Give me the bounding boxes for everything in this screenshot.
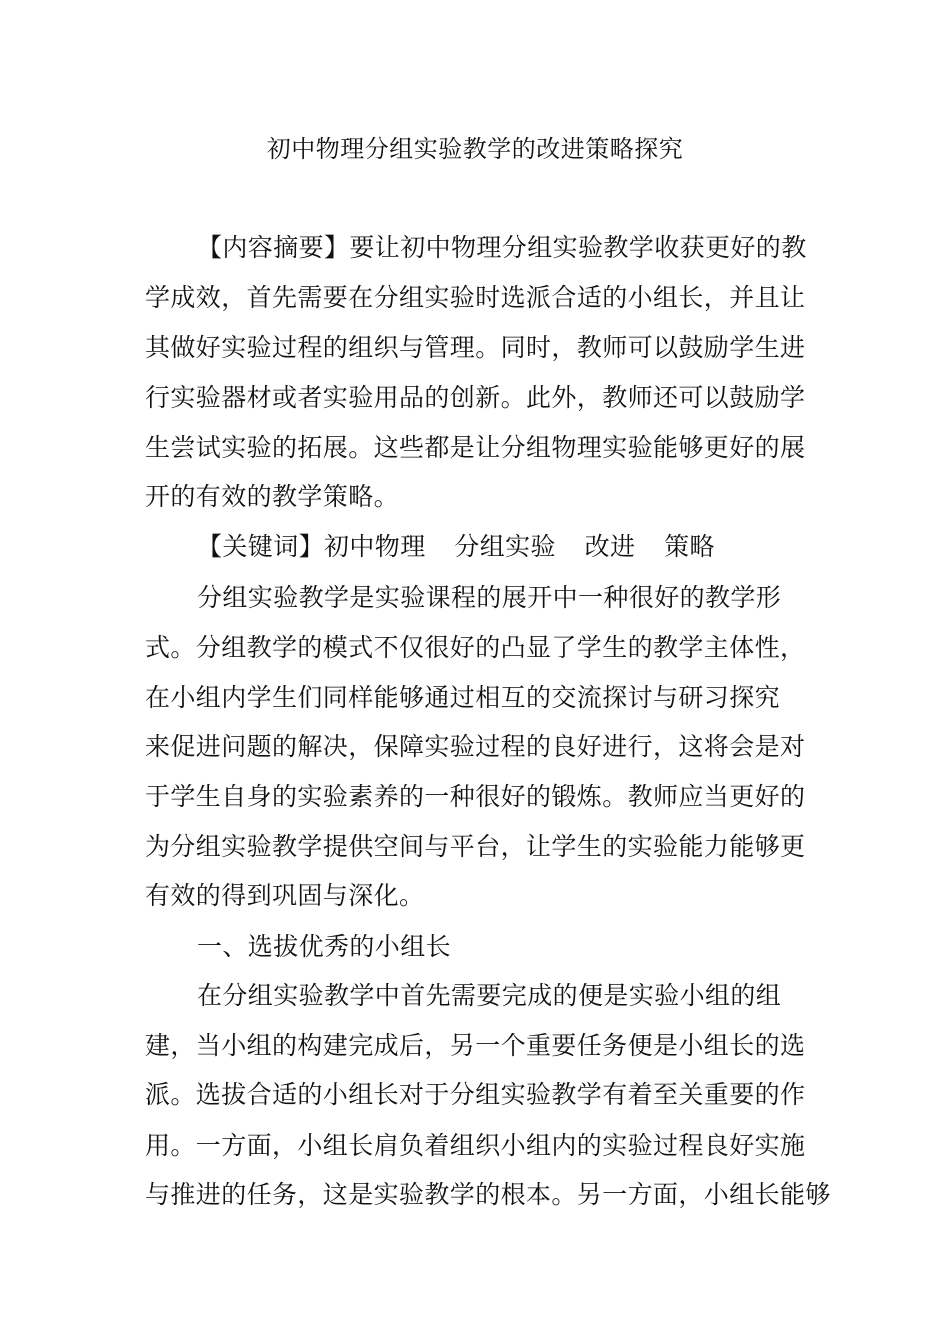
body-line: 于学生自身的实验素养的一种很好的锻炼。教师应当更好的	[145, 782, 806, 811]
body-line: 式。分组教学的模式不仅很好的凸显了学生的教学主体性，	[145, 633, 806, 662]
body-line: 用。一方面，小组长肩负着组织小组内的实验过程良好实施	[145, 1131, 806, 1160]
body-line: 建，当小组的构建完成后，另一个重要任务便是小组长的选	[145, 1031, 806, 1060]
body-line: 派。选拔合适的小组长对于分组实验教学有着至关重要的作	[145, 1080, 806, 1109]
abstract-line: 生尝试实验的拓展。这些都是让分组物理实验能够更好的展	[145, 433, 806, 462]
abstract-line: 学成效，首先需要在分组实验时选派合适的小组长，并且让	[145, 283, 806, 312]
section-heading: 一、选拔优秀的小组长	[197, 932, 452, 961]
abstract-line: 开的有效的教学策略。	[145, 482, 400, 511]
body-line: 在分组实验教学中首先需要完成的便是实验小组的组	[197, 981, 782, 1010]
body-line: 为分组实验教学提供空间与平台，让学生的实验能力能够更	[145, 832, 806, 861]
body-line: 来促进问题的解决，保障实验过程的良好进行，这将会是对	[145, 732, 806, 761]
body-line: 有效的得到巩固与深化。	[145, 881, 425, 910]
abstract-line: 行实验器材或者实验用品的创新。此外，教师还可以鼓励学	[145, 383, 806, 412]
body-line: 在小组内学生们同样能够通过相互的交流探讨与研习探究	[145, 683, 781, 712]
keywords-line: 【关键词】初中物理 分组实验 改进 策略	[197, 532, 715, 561]
body-line: 与推进的任务，这是实验教学的根本。另一方面，小组长能够	[145, 1180, 831, 1209]
document-title: 初中物理分组实验教学的改进策略探究	[266, 135, 684, 163]
abstract-line: 其做好实验过程的组织与管理。同时，教师可以鼓励学生进	[145, 333, 806, 362]
body-line: 分组实验教学是实验课程的展开中一种很好的教学形	[197, 583, 782, 612]
abstract-line: 【内容摘要】要让初中物理分组实验教学收获更好的教	[197, 233, 807, 262]
